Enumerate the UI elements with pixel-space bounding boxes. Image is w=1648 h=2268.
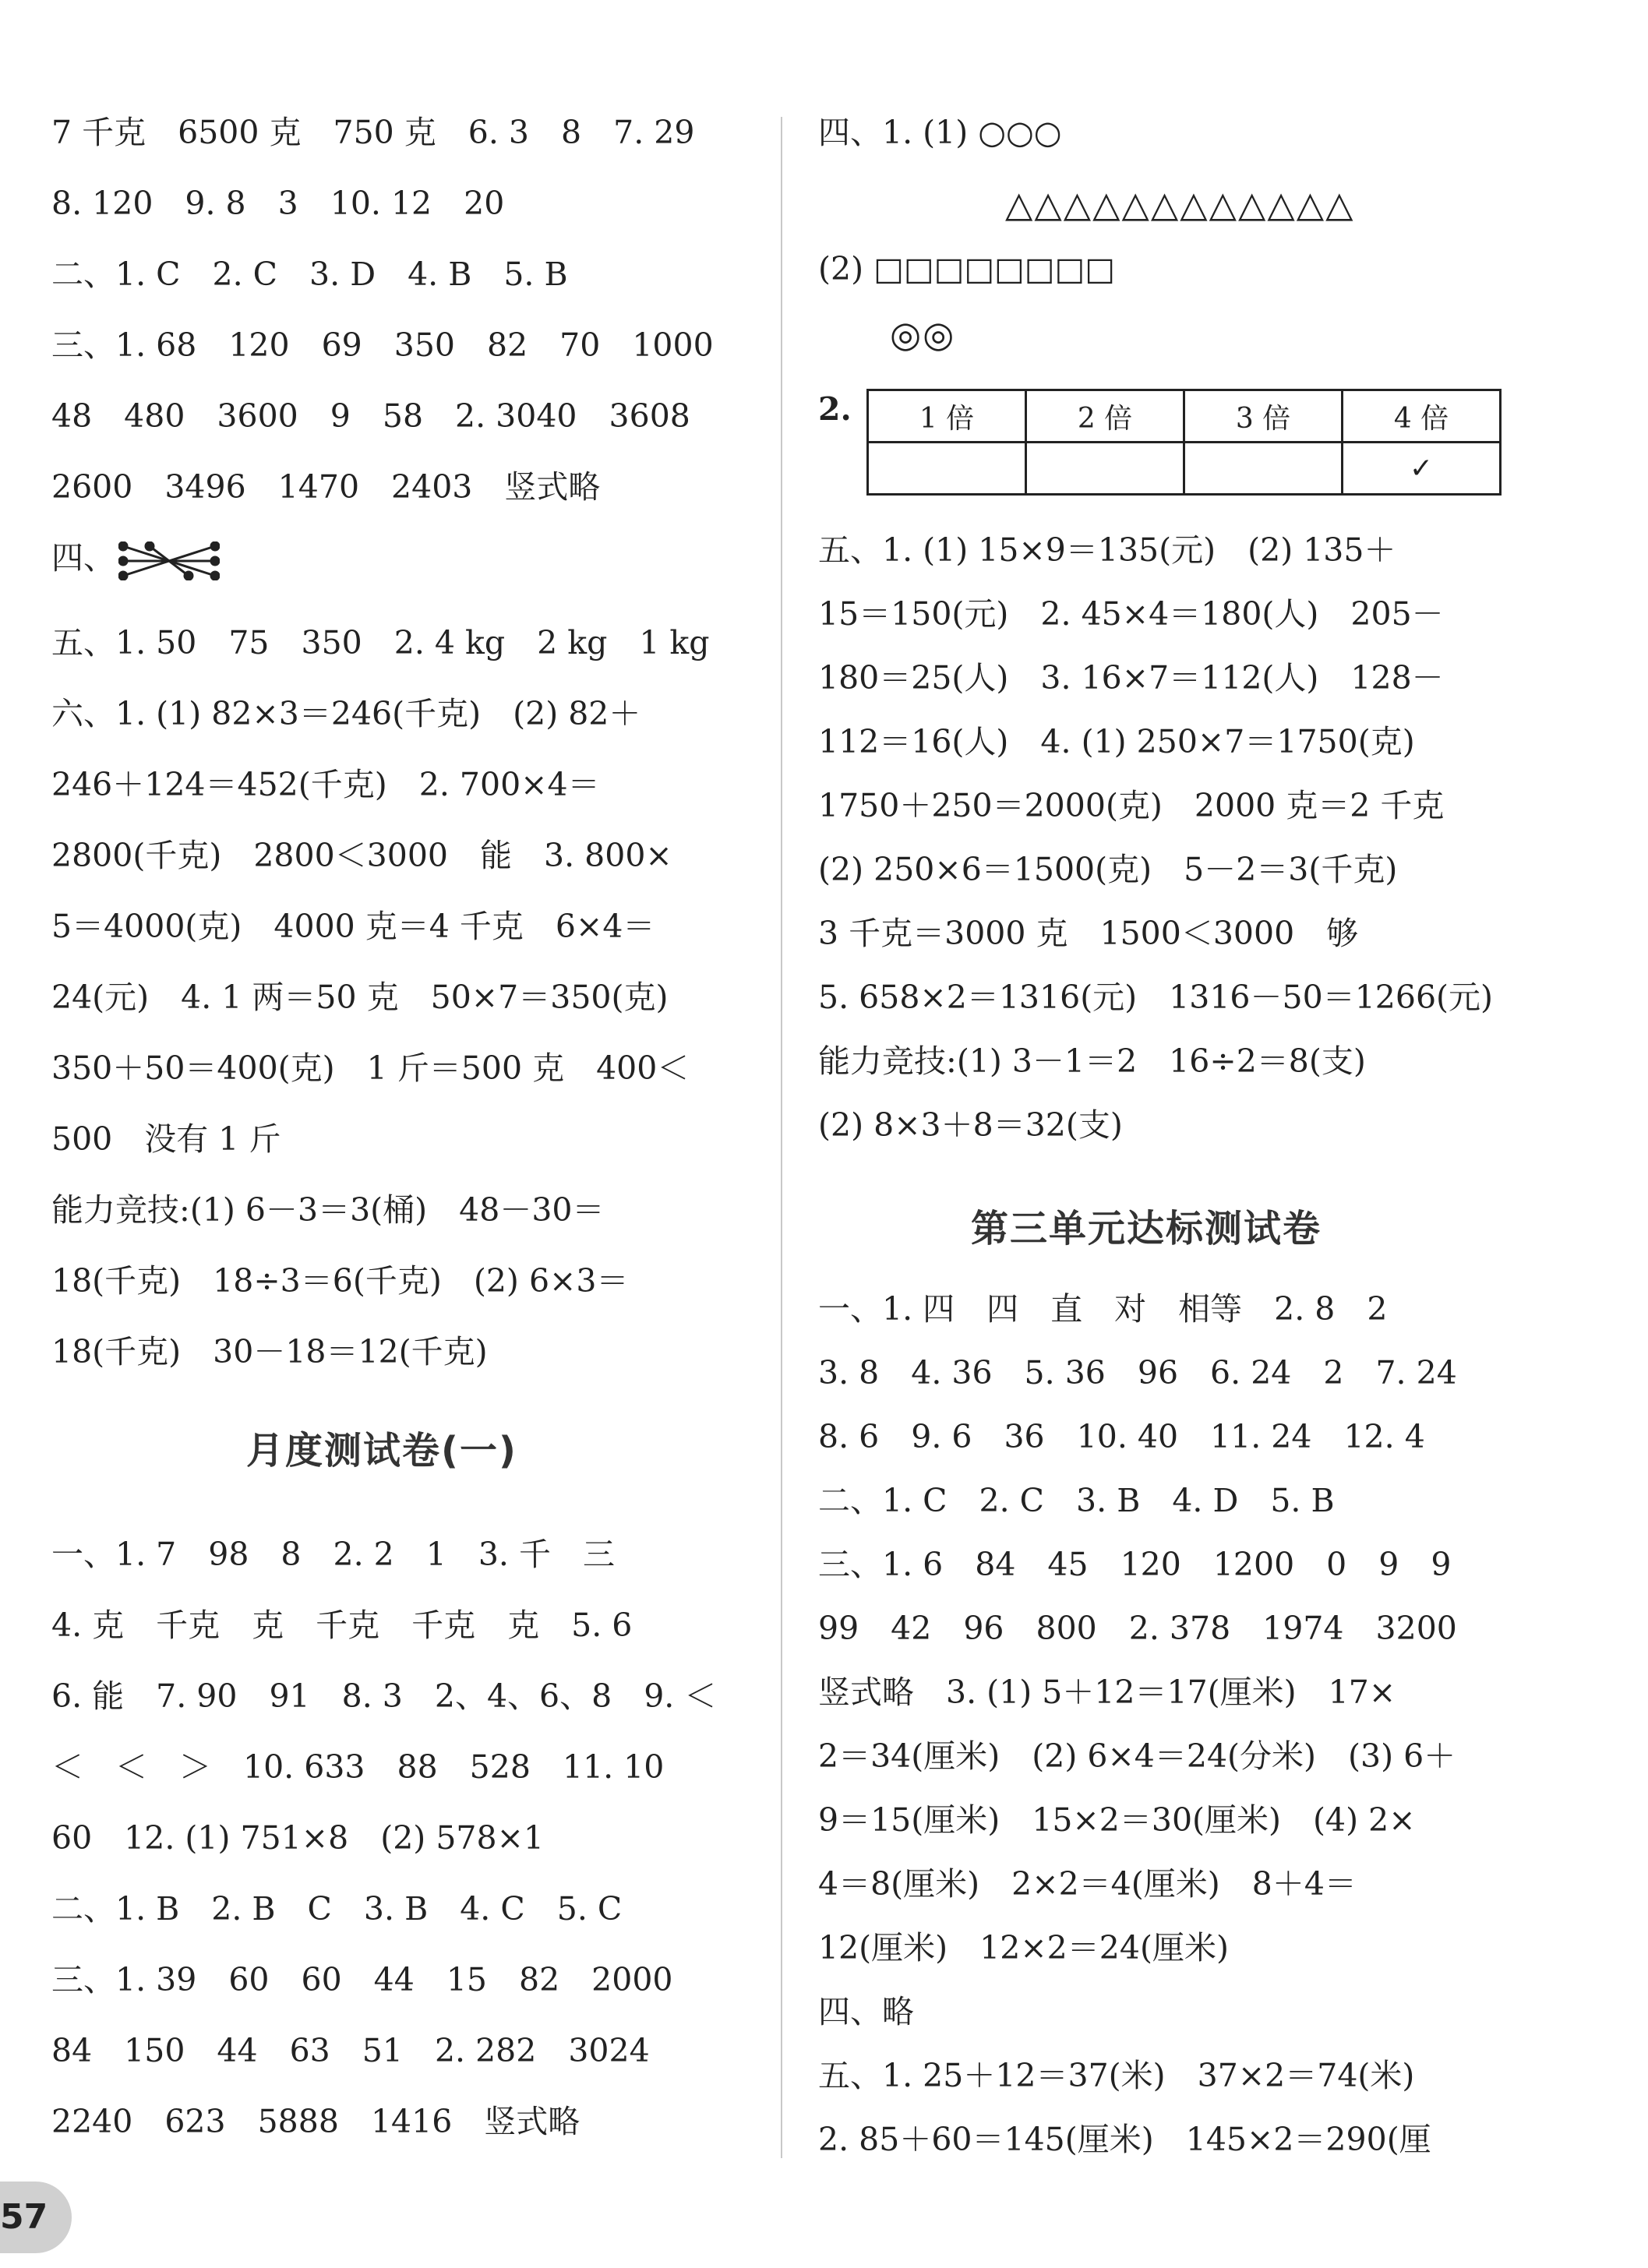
column-divider [781, 117, 782, 2158]
line-matching-diagram [118, 541, 220, 580]
text-line: 2800(千克) 2800＜3000 能 3. 800× [51, 837, 672, 874]
text-line: 15＝150(元) 2. 45×4＝180(人) 205－ [818, 595, 1444, 633]
text-line: 4＝8(厘米) 2×2＝4(厘米) 8＋4＝ [818, 1865, 1357, 1903]
table-header-cell: 2 倍 [1026, 390, 1184, 443]
text-line: 6. 能 7. 90 91 8. 3 2、4、6、8 9. ＜ [51, 1677, 717, 1715]
text-line: 能力竞技:(1) 3－1＝2 16÷2＝8(支) [818, 1042, 1366, 1080]
text-line: 60 12. (1) 751×8 (2) 578×1 [51, 1819, 545, 1857]
text-line: 三、1. 68 120 69 350 82 70 1000 [51, 326, 714, 364]
text-line: 8. 120 9. 8 3 10. 12 20 [51, 185, 505, 222]
section-title: 第三单元达标测试卷 [971, 1207, 1322, 1250]
question-label: 2. [818, 390, 852, 428]
section-title: 月度测试卷(一) [246, 1429, 517, 1473]
text-line: 1750＋250＝2000(克) 2000 克＝2 千克 [818, 787, 1445, 824]
table-header-cell: 3 倍 [1184, 390, 1343, 443]
text-line: 4. 克 千克 克 千克 千克 克 5. 6 [51, 1607, 633, 1644]
text-line: 五、1. 50 75 350 2. 4 kg 2 kg 1 kg [51, 624, 710, 661]
text-line: 180＝25(人) 3. 16×7＝112(人) 128－ [818, 659, 1444, 697]
text-line: 能力竞技:(1) 6－3＝3(桶) 48－30＝ [51, 1191, 605, 1229]
text-line: 五、1. (1) 15×9＝135(元) (2) 135＋ [818, 531, 1396, 569]
text-line: 二、1. C 2. C 3. B 4. D 5. B [818, 1482, 1335, 1519]
text-line: 一、1. 7 98 8 2. 2 1 3. 千 三 [51, 1536, 615, 1573]
text-line: 350＋50＝400(克) 1 斤＝500 克 400＜ [51, 1049, 690, 1087]
text-line: 3 千克＝3000 克 1500＜3000 够 [818, 915, 1359, 952]
text-line: 24(元) 4. 1 两＝50 克 50×7＝350(克) [51, 979, 669, 1016]
text-line: 8. 6 9. 6 36 10. 40 11. 24 12. 4 [818, 1418, 1425, 1455]
table-cell [1026, 443, 1184, 495]
text-line: 48 480 3600 9 58 2. 3040 3608 [51, 397, 690, 435]
double-circle-row: ◎◎ [890, 313, 956, 355]
text-line: 246＋124＝452(千克) 2. 700×4＝ [51, 766, 600, 803]
text-line: 四、1. (1) ○○○ [818, 114, 1062, 151]
text-line: 18(千克) 30－18＝12(千克) [51, 1333, 488, 1370]
text-line: 2600 3496 1470 2403 竖式略 [51, 468, 601, 506]
text-line: 一、1. 四 四 直 对 相等 2. 8 2 [818, 1290, 1388, 1328]
text-line: (2) 250×6＝1500(克) 5－2＝3(千克) [818, 851, 1398, 888]
text-line: 99 42 96 800 2. 378 1974 3200 [818, 1610, 1457, 1647]
text-line: (2) 8×3＋8＝32(支) [818, 1106, 1123, 1144]
text-line: 7 千克 6500 克 750 克 6. 3 8 7. 29 [51, 114, 695, 151]
triangle-row: △△△△△△△△△△△△ [1005, 183, 1355, 225]
text-line: ＜ ＜ ＞ 10. 633 88 528 11. 10 [51, 1748, 665, 1786]
text-line: 500 没有 1 斤 [51, 1120, 281, 1158]
text-line: 3. 8 4. 36 5. 36 96 6. 24 2 7. 24 [818, 1354, 1457, 1391]
text-line: 二、1. C 2. C 3. D 4. B 5. B [51, 256, 568, 293]
table-header-cell: 4 倍 [1343, 390, 1501, 443]
text-line: 三、1. 6 84 45 120 1200 0 9 9 [818, 1546, 1452, 1583]
check-mark-cell: ✓ [1343, 443, 1501, 495]
text-line: 2＝34(厘米) (2) 6×4＝24(分米) (3) 6＋ [818, 1737, 1456, 1775]
text-line: 112＝16(人) 4. (1) 250×7＝1750(克) [818, 723, 1415, 760]
text-line: 9＝15(厘米) 15×2＝30(厘米) (4) 2× [818, 1801, 1416, 1839]
text-line: 四、略 [818, 1993, 914, 2030]
text-line: 12(厘米) 12×2＝24(厘米) [818, 1929, 1229, 1966]
table-header-cell: 1 倍 [868, 390, 1026, 443]
table-cell [868, 443, 1026, 495]
text-line: 三、1. 39 60 60 44 15 82 2000 [51, 1961, 673, 1998]
text-line: 5＝4000(克) 4000 克＝4 千克 6×4＝ [51, 908, 655, 945]
text-line: 2. 85＋60＝145(厘米) 145×2＝290(厘 [818, 2121, 1431, 2158]
text-line: 五、1. 25＋12＝37(米) 37×2＝74(米) [818, 2057, 1415, 2094]
table-cell [1184, 443, 1343, 495]
text-line: (2) □□□□□□□□ [818, 250, 1116, 287]
text-line: 2240 623 5888 1416 竖式略 [51, 2103, 581, 2140]
text-line: 六、1. (1) 82×3＝246(千克) (2) 82＋ [51, 695, 641, 732]
text-line: 二、1. B 2. B C 3. B 4. C 5. C [51, 1890, 623, 1928]
page-number: 57 [0, 2182, 72, 2253]
text-line: 5. 658×2＝1316(元) 1316－50＝1266(元) [818, 979, 1494, 1016]
text-line: 18(千克) 18÷3＝6(千克) (2) 6×3＝ [51, 1262, 629, 1300]
text-line: 四、 [51, 539, 115, 577]
text-line: 竖式略 3. (1) 5＋12＝17(厘米) 17× [818, 1674, 1396, 1711]
text-line: 84 150 44 63 51 2. 282 3024 [51, 2032, 650, 2069]
multiple-table [866, 389, 1502, 496]
